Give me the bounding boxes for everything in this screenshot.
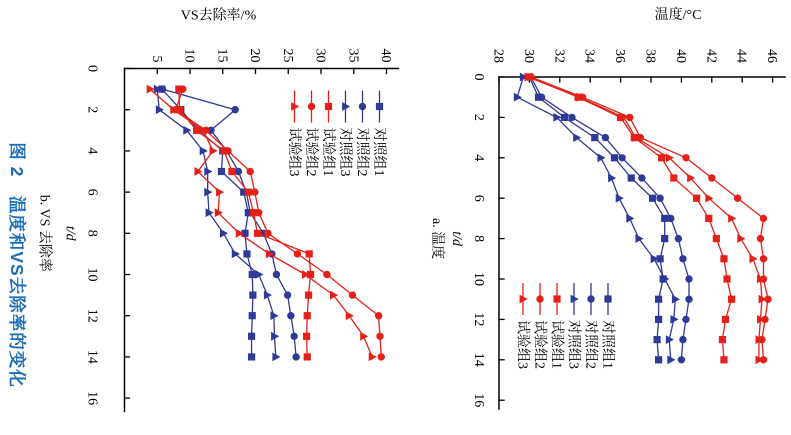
legend-label: 对照组3 bbox=[336, 127, 352, 176]
series-marker bbox=[290, 332, 297, 339]
series-marker bbox=[247, 353, 254, 360]
series-line bbox=[157, 89, 276, 357]
series-marker bbox=[655, 296, 662, 303]
legend-marker bbox=[587, 295, 594, 302]
y-tick-label: 25 bbox=[279, 48, 295, 62]
series-marker bbox=[760, 255, 767, 262]
axes bbox=[84, 48, 398, 411]
series-marker bbox=[672, 295, 680, 304]
series-marker bbox=[255, 270, 263, 279]
x-tick-label: 16 bbox=[84, 390, 99, 405]
legend-item-control-2 bbox=[583, 283, 599, 369]
legend-item-control-3 bbox=[566, 283, 582, 369]
series-marker bbox=[685, 296, 692, 303]
y-tick-label: 38 bbox=[642, 49, 658, 63]
x-tick-label: 6 bbox=[84, 188, 99, 196]
series-marker bbox=[618, 154, 625, 161]
series-marker bbox=[638, 174, 645, 181]
x-tick-label: 0 bbox=[471, 73, 486, 81]
x-tick-label: 12 bbox=[84, 308, 99, 323]
series-marker bbox=[737, 234, 745, 243]
x-tick-label: 0 bbox=[84, 64, 99, 72]
legend-marker bbox=[375, 102, 382, 109]
series-marker bbox=[244, 188, 251, 195]
panel-label: a. 温度 bbox=[429, 217, 444, 260]
series-marker bbox=[728, 296, 735, 303]
legend-marker bbox=[358, 102, 365, 109]
series-marker bbox=[368, 352, 376, 361]
series-marker bbox=[679, 255, 686, 262]
series-marker bbox=[722, 316, 729, 323]
legend-item-test-1 bbox=[549, 283, 565, 369]
chart-vs-removal bbox=[30, 5, 400, 418]
legend-label: 试验组1 bbox=[548, 320, 564, 369]
legend-marker bbox=[604, 295, 611, 302]
y-tick-label: 40 bbox=[672, 49, 688, 63]
series-marker bbox=[538, 94, 545, 101]
legend-marker bbox=[520, 295, 528, 304]
series-marker bbox=[253, 229, 260, 236]
series-marker bbox=[302, 332, 309, 339]
legend-item-test-2 bbox=[303, 90, 319, 176]
legend-item-control-2 bbox=[354, 90, 370, 176]
y-tick-label: 20 bbox=[246, 48, 262, 62]
series-marker bbox=[649, 195, 656, 202]
y-tick-label: 35 bbox=[344, 48, 360, 62]
series-marker bbox=[675, 235, 682, 242]
series-marker bbox=[720, 356, 727, 363]
series-test-2 bbox=[171, 85, 384, 360]
series-marker bbox=[305, 250, 312, 257]
series-marker bbox=[720, 255, 727, 262]
series-marker bbox=[292, 353, 299, 360]
panel-label: b. VS 去除率 bbox=[36, 194, 51, 272]
series-marker bbox=[591, 134, 598, 141]
series-line bbox=[529, 77, 664, 360]
series-marker bbox=[667, 355, 675, 364]
x-tick-label: 14 bbox=[471, 352, 486, 367]
series-marker bbox=[304, 291, 311, 298]
series-marker bbox=[377, 353, 384, 360]
series-marker bbox=[626, 214, 634, 223]
y-tick-label: 42 bbox=[703, 49, 719, 63]
y-tick-label: 30 bbox=[312, 48, 327, 62]
legend-marker bbox=[571, 295, 579, 304]
vs-removal-plot-svg bbox=[30, 5, 400, 418]
legend-item-control-1 bbox=[600, 283, 616, 369]
legend-label: 对照组1 bbox=[370, 127, 386, 176]
legend-label: 对照组3 bbox=[565, 320, 581, 369]
legend-item-test-3 bbox=[286, 90, 302, 176]
series-marker bbox=[183, 125, 191, 134]
series-marker bbox=[655, 316, 662, 323]
x-axis-title: t/d bbox=[62, 225, 77, 241]
series-marker bbox=[734, 195, 741, 202]
series-marker bbox=[303, 312, 310, 319]
series-line bbox=[517, 77, 675, 360]
y-tick-label: 36 bbox=[612, 49, 628, 63]
y-axis-title: 温度/°C bbox=[654, 8, 702, 23]
series-marker bbox=[611, 154, 618, 161]
series-marker bbox=[620, 113, 628, 122]
legend-label: 对照组2 bbox=[582, 320, 598, 369]
series-marker bbox=[248, 270, 255, 277]
legend-label: 试验组1 bbox=[319, 127, 335, 176]
series-marker bbox=[653, 336, 660, 343]
legend bbox=[286, 90, 387, 176]
legend-label: 试验组3 bbox=[514, 320, 530, 369]
series-marker bbox=[679, 336, 686, 343]
legend-label: 试验组2 bbox=[531, 320, 547, 369]
y-tick-label: 40 bbox=[377, 48, 393, 62]
series-marker bbox=[209, 146, 217, 155]
x-tick-label: 8 bbox=[84, 229, 99, 237]
series-marker bbox=[682, 316, 689, 323]
figure-caption: 图 2 温度和VS去除率的变化 bbox=[7, 142, 27, 388]
y-tick-label: 44 bbox=[733, 49, 749, 63]
series-marker bbox=[360, 331, 368, 340]
series-marker bbox=[602, 134, 609, 141]
series-marker bbox=[678, 356, 685, 363]
series-marker bbox=[708, 174, 715, 181]
y-tick-label: 15 bbox=[213, 48, 229, 62]
x-tick-label: 8 bbox=[471, 235, 486, 243]
legend-item-test-1 bbox=[320, 90, 336, 176]
legend bbox=[515, 283, 616, 369]
x-axis-title: t/d bbox=[449, 231, 464, 246]
y-tick-label: 30 bbox=[520, 49, 536, 63]
legend-label: 对照组1 bbox=[599, 320, 615, 369]
y-axis-title: VS去除率/% bbox=[180, 8, 256, 23]
series-marker bbox=[283, 291, 290, 298]
x-tick-label: 10 bbox=[84, 267, 99, 281]
series-marker bbox=[247, 332, 254, 339]
legend-label: 试验组3 bbox=[285, 127, 301, 176]
y-tick-label: 5 bbox=[148, 55, 164, 62]
series-marker bbox=[217, 167, 224, 174]
series-marker bbox=[249, 291, 256, 298]
y-tick-label: 32 bbox=[551, 49, 567, 63]
series-marker bbox=[248, 312, 255, 319]
series-marker bbox=[628, 174, 635, 181]
legend-item-control-3 bbox=[337, 90, 353, 176]
series-marker bbox=[220, 228, 228, 237]
series-marker bbox=[685, 275, 692, 282]
legend-marker bbox=[307, 102, 314, 109]
legend-marker bbox=[324, 102, 331, 109]
series-marker bbox=[656, 195, 663, 202]
y-tick-label: 46 bbox=[764, 49, 780, 63]
series-marker bbox=[243, 250, 250, 257]
series-marker bbox=[330, 290, 338, 299]
series-marker bbox=[561, 114, 568, 121]
series-marker bbox=[760, 215, 767, 222]
x-tick-label: 14 bbox=[84, 349, 99, 364]
series-marker bbox=[667, 215, 674, 222]
x-tick-label: 12 bbox=[471, 312, 486, 327]
x-tick-label: 4 bbox=[84, 146, 99, 154]
series-marker bbox=[670, 174, 677, 181]
x-tick-label: 2 bbox=[84, 105, 99, 113]
series-marker bbox=[713, 235, 720, 242]
chart-temperature bbox=[418, 5, 791, 418]
legend-item-test-3 bbox=[515, 283, 531, 369]
series-marker bbox=[682, 154, 689, 161]
series-marker bbox=[287, 312, 294, 319]
series-marker bbox=[723, 275, 730, 282]
y-tick-label: 34 bbox=[581, 49, 597, 63]
legend-item-control-1 bbox=[371, 90, 387, 176]
x-tick-label: 2 bbox=[471, 113, 486, 121]
x-tick-label: 10 bbox=[471, 272, 486, 286]
y-tick-label: 28 bbox=[490, 49, 506, 63]
series-marker bbox=[568, 114, 575, 121]
legend-item-test-2 bbox=[532, 283, 548, 369]
x-tick-label: 6 bbox=[471, 194, 486, 202]
temperature-plot-svg bbox=[418, 5, 791, 418]
legend-label: 试验组2 bbox=[302, 127, 318, 176]
series-marker bbox=[376, 332, 383, 339]
legend-label: 对照组2 bbox=[353, 127, 369, 176]
series-marker bbox=[655, 356, 662, 363]
legend-marker bbox=[536, 295, 543, 302]
series-marker bbox=[759, 295, 767, 304]
series-marker bbox=[757, 235, 764, 242]
series-marker bbox=[228, 167, 235, 174]
series-marker bbox=[616, 194, 624, 203]
series-marker bbox=[303, 353, 310, 360]
series-marker bbox=[293, 250, 300, 257]
series-marker bbox=[728, 214, 736, 223]
series-marker bbox=[635, 234, 643, 243]
series-marker bbox=[705, 215, 712, 222]
y-tick-label: 10 bbox=[181, 48, 196, 62]
series-marker bbox=[597, 153, 605, 162]
series-marker bbox=[345, 311, 353, 320]
series-marker bbox=[323, 270, 330, 277]
series-marker bbox=[693, 195, 700, 202]
x-tick-label: 16 bbox=[471, 393, 486, 408]
series-marker bbox=[661, 235, 668, 242]
series-control-1 bbox=[158, 85, 256, 360]
series-marker bbox=[272, 270, 279, 277]
legend-marker bbox=[553, 295, 560, 302]
series-marker bbox=[719, 336, 726, 343]
x-tick-label: 4 bbox=[471, 154, 486, 162]
